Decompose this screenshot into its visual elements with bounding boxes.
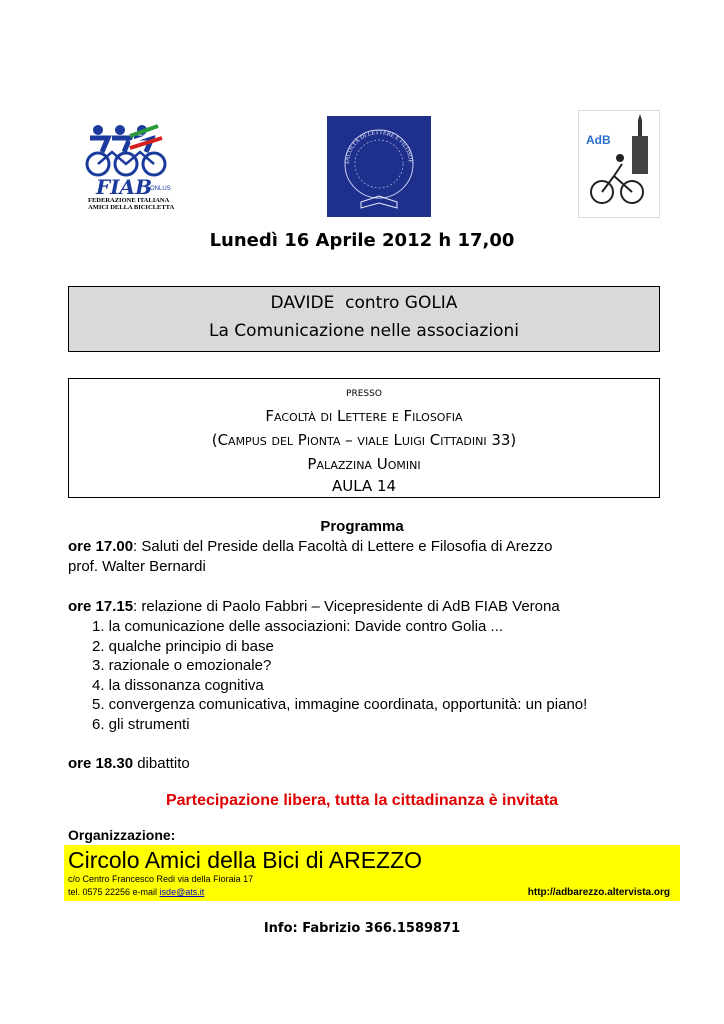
svg-text:FEDERAZIONE ITALIANA: FEDERAZIONE ITALIANA xyxy=(88,197,170,204)
program-item-2: ore 17.15: relazione di Paolo Fabbri – Vicepresidente di AdB FIAB Verona xyxy=(68,598,560,615)
topic-item: 2. qualche principio di base xyxy=(92,638,274,655)
venue-faculty: Facoltà di Lettere e Filosofia xyxy=(265,407,463,425)
program-item-1: ore 17.00: Saluti del Preside della Facoltà di Lettere e Filosofia di Arezzo xyxy=(68,538,553,555)
topic-item: 5. convergenza comunicativa, immagine coordinata, opportunità: un piano! xyxy=(92,696,588,713)
venue-label: presso xyxy=(346,385,382,400)
info-contact: Info: Fabrizio 366.1589871 xyxy=(263,921,461,936)
event-subtitle: La Comunicazione nelle associazioni xyxy=(209,321,519,341)
event-title-box xyxy=(68,286,660,352)
participation-notice: Partecipazione libera, tutta la cittadinanza è invitata xyxy=(165,792,559,809)
email-link[interactable]: isde@ats.it xyxy=(159,887,205,897)
adb-arezzo-logo xyxy=(578,110,660,218)
topic-item: 1. la comunicazione delle associazioni: Davide contro Golia ... xyxy=(92,618,504,635)
svg-text:AdB: AdB xyxy=(586,133,611,147)
program-item-3: ore 18.30 dibattito xyxy=(68,755,190,772)
svg-text:AMICI DELLA BICICLETTA: AMICI DELLA BICICLETTA xyxy=(88,204,175,210)
topic-item: 3. razionale o emozionale? xyxy=(92,657,272,674)
fiab-logo xyxy=(68,118,190,210)
programma-heading: Programma xyxy=(320,518,404,535)
venue-room: AULA 14 xyxy=(331,477,397,495)
organization-name: Circolo Amici della Bici di AREZZO xyxy=(68,847,423,873)
venue-box xyxy=(68,378,660,498)
topic-item: 4. la dissonanza cognitiva xyxy=(92,677,264,694)
venue-building: Palazzina Uomini xyxy=(307,455,421,473)
venue-campus: (Campus del Pionta – viale Luigi Cittadini 33) xyxy=(211,431,517,449)
organization-contact: tel. 0575 22256 e-mail isde@ats.it xyxy=(68,887,205,897)
organization-label: Organizzazione: xyxy=(68,827,176,843)
topic-item: 6. gli strumenti xyxy=(92,716,190,733)
event-date: Lunedì 16 Aprile 2012 h 17,00 xyxy=(209,230,515,251)
university-seal-logo xyxy=(327,116,431,217)
organization-box xyxy=(64,845,680,901)
event-title: DAVIDE contro GOLIA xyxy=(270,293,458,313)
program-item-1-speaker: prof. Walter Bernardi xyxy=(68,558,206,575)
fiab-wordmark: FIAB xyxy=(96,175,152,199)
website-link[interactable]: http://adbarezzo.altervista.org xyxy=(527,887,670,898)
svg-text:ONLUS: ONLUS xyxy=(150,186,171,192)
university-seal-text: FACOLTÀ DI LETTERE E FILOSOF xyxy=(344,129,414,165)
organization-address: c/o Centro Francesco Redi via della Fioraia 17 xyxy=(68,874,254,884)
